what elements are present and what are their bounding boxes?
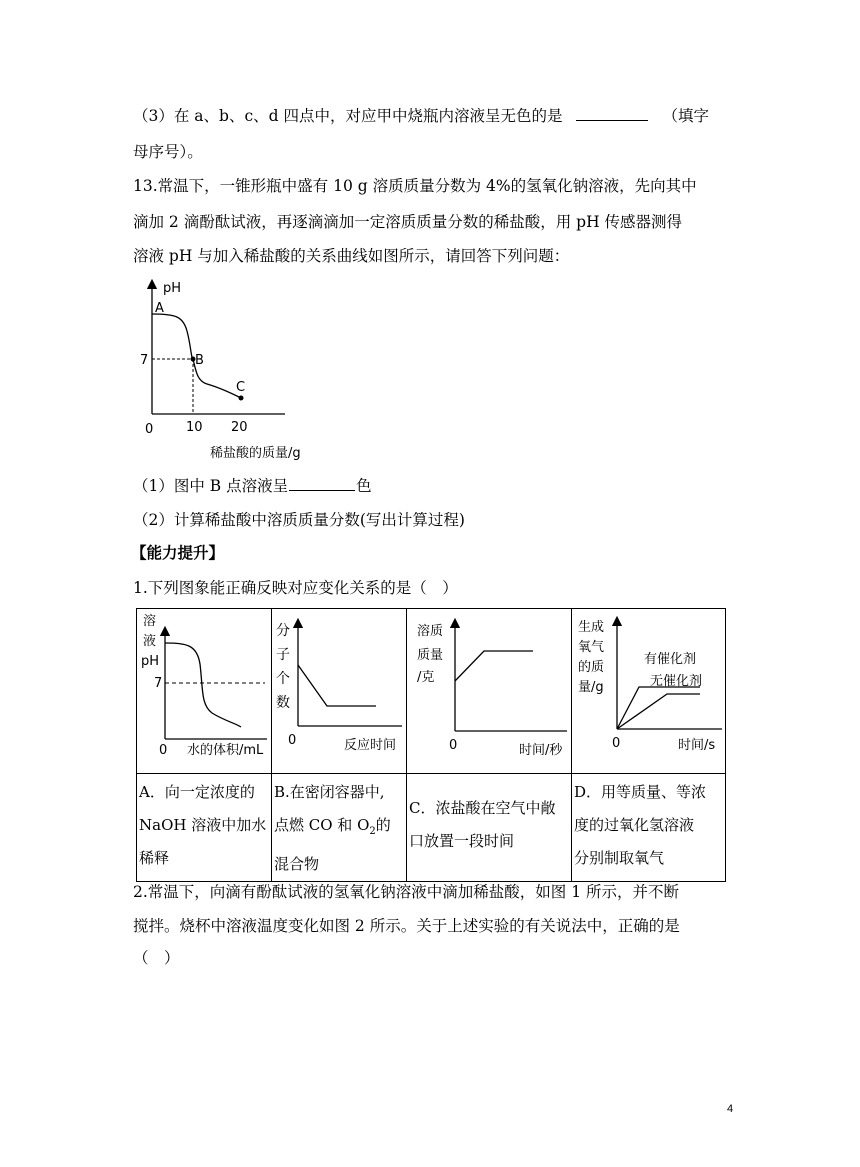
option-b-line2-main: 点燃 CO 和 O xyxy=(274,816,370,834)
origin-b: 0 xyxy=(288,733,297,748)
curve-a xyxy=(165,643,241,727)
ylabel-c-1: 溶质 xyxy=(417,624,444,639)
option-a-line1: A．向一定浓度的 xyxy=(139,783,255,801)
section-heading: 【能力提升】 xyxy=(131,543,225,562)
p1-question: 1.下列图象能正确反映对应变化关系的是（ ） xyxy=(133,579,458,597)
curve-b xyxy=(298,665,376,706)
xlabel-c: 时间/秒 xyxy=(519,743,563,758)
answer-blank-color[interactable] xyxy=(289,476,355,491)
option-a[interactable] xyxy=(137,774,272,882)
ylabel-d-4: 量/g xyxy=(578,680,604,695)
point-b xyxy=(191,357,196,362)
x-axis-label: 稀盐酸的质量/g xyxy=(210,446,301,461)
q3-text-tail: （填字 xyxy=(662,107,709,125)
graph-b xyxy=(272,609,406,769)
x-tick-10: 10 xyxy=(186,420,203,435)
graph-d xyxy=(572,609,725,769)
q13-sub1-text: （1）图中 B 点溶液呈 xyxy=(133,477,289,495)
ylabel-b-1: 分 xyxy=(276,623,290,639)
point-label-c: C xyxy=(236,380,246,395)
origin-c: 0 xyxy=(449,738,458,753)
graph-b-cell xyxy=(272,609,407,774)
option-a-line3: 稀释 xyxy=(139,849,170,867)
option-d-line1: D．用等质量、等浓 xyxy=(574,783,707,801)
curve-c xyxy=(455,651,533,681)
p2-line1: 2.常温下，向滴有酚酞试液的氢氧化钠溶液中滴加稀盐酸，如图 1 所示，并不断 xyxy=(133,883,680,901)
point-label-b: B xyxy=(195,353,204,368)
curve-catalyst xyxy=(617,687,700,729)
q13-sub1 xyxy=(133,474,372,496)
ph-curve-chart xyxy=(135,276,335,466)
ylabel-b-3: 个 xyxy=(276,671,290,687)
options-table xyxy=(136,608,726,882)
xlabel-a: 水的体积/mL xyxy=(187,743,264,758)
origin-a: 0 xyxy=(159,743,168,758)
ylabel-d-2: 氧气 xyxy=(578,640,605,655)
ylabel-b-2: 子 xyxy=(276,647,290,663)
y-axis-label: pH xyxy=(163,281,182,296)
graph-a-cell xyxy=(137,609,272,774)
point-c xyxy=(239,396,244,401)
ylabel-b-4: 数 xyxy=(276,695,290,711)
xlabel-d: 时间/s xyxy=(678,738,716,753)
q3-text: （3）在 a、b、c、d 四点中，对应甲中烧瓶内溶液呈无色的是 xyxy=(133,107,563,125)
p2-line2: 搅拌。烧杯中溶液温度变化如图 2 所示。关于上述实验的有关说法中，正确的是 xyxy=(133,917,680,935)
legend-no-catalyst: 无催化剂 xyxy=(650,674,703,689)
legend-catalyst: 有催化剂 xyxy=(644,652,697,667)
ylabel-d-3: 的质 xyxy=(578,660,605,675)
option-text-row xyxy=(137,774,726,882)
option-d-line3: 分别制取氧气 xyxy=(574,849,665,867)
graph-c xyxy=(407,609,571,769)
ylabel-a-1: 溶 xyxy=(143,614,157,629)
graph-a xyxy=(137,609,271,769)
q13-line3: 溶液 pH 与加入稀盐酸的关系曲线如图所示，请回答下列问题： xyxy=(133,247,570,265)
q13-sub1-tail: 色 xyxy=(356,477,372,495)
point-label-a: A xyxy=(155,301,164,316)
option-a-line2: NaOH 溶液中加水 xyxy=(139,816,267,834)
option-b-subscript: 2 xyxy=(369,826,376,837)
curve-no-catalyst xyxy=(617,694,700,729)
graph-d-cell xyxy=(572,609,726,774)
answer-blank[interactable] xyxy=(576,106,648,121)
option-d[interactable] xyxy=(572,774,726,882)
ylabel-a-3: pH xyxy=(141,654,160,669)
option-c-line2: 口放置一段时间 xyxy=(409,832,515,850)
option-c-line1: C．浓盐酸在空气中敞 xyxy=(409,799,556,817)
ylabel-c-2: 质量 xyxy=(417,648,444,663)
option-c[interactable] xyxy=(407,774,572,882)
q13-sub2: （2）计算稀盐酸中溶质质量分数(写出计算过程) xyxy=(133,511,465,529)
p2-line3: （ ） xyxy=(133,949,180,967)
origin-d: 0 xyxy=(612,736,621,751)
ylabel-a-2: 液 xyxy=(143,634,157,649)
q13-line2: 滴加 2 滴酚酞试液，再逐滴滴加一定溶质质量分数的稀盐酸，用 pH 传感器测得 xyxy=(133,213,683,231)
graph-c-cell xyxy=(407,609,572,774)
x-tick-20: 20 xyxy=(231,420,248,435)
origin-label: 0 xyxy=(145,422,154,437)
q3-line2: 母序号）。 xyxy=(133,143,203,161)
q3-line1 xyxy=(133,104,709,126)
y-tick-a: 7 xyxy=(154,676,163,691)
y-tick-7: 7 xyxy=(140,353,149,368)
option-b-line3: 混合物 xyxy=(274,855,320,873)
page-number: 4 xyxy=(727,1103,734,1115)
q13-line1: 13.常温下，一锥形瓶中盛有 10 g 溶质质量分数为 4%的氢氧化钠溶液，先向其中 xyxy=(133,177,697,195)
xlabel-b: 反应时间 xyxy=(344,738,397,753)
option-b-line2-tail: 的 xyxy=(375,816,391,834)
graphs-row xyxy=(137,609,726,774)
option-b-line2 xyxy=(274,809,404,848)
option-b-line1: B.在密闭容器中, xyxy=(274,783,385,801)
option-d-line2: 度的过氧化氢溶液 xyxy=(574,816,695,834)
ylabel-c-3: /克 xyxy=(417,670,435,685)
ylabel-d-1: 生成 xyxy=(578,620,605,635)
option-b[interactable] xyxy=(272,774,407,882)
